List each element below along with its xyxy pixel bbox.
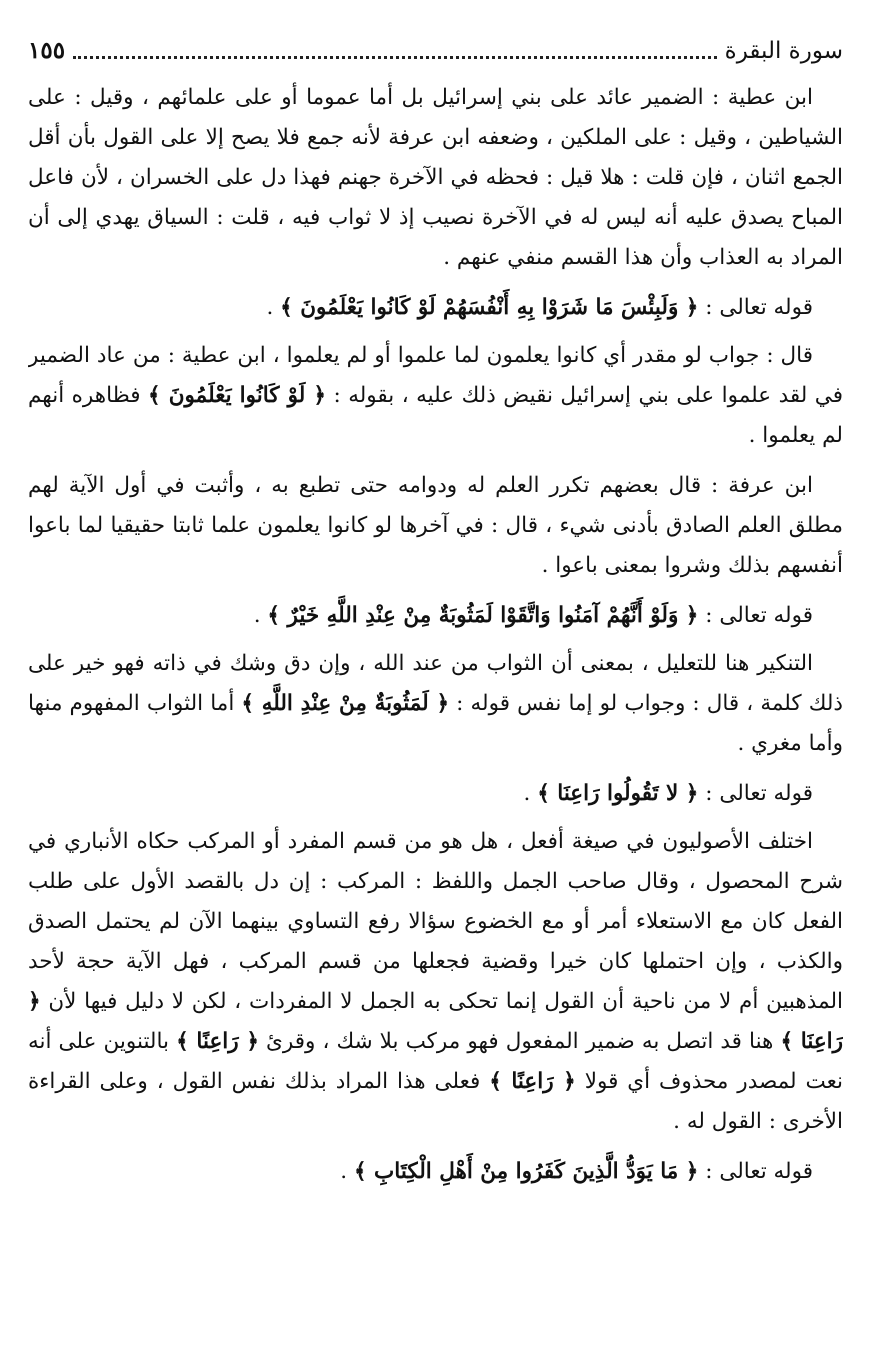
text-segment: ابن عطية : الضمير عائد على بني إسرائيل بل أما عموما أو على علمائهم ، وقيل : على الشياطين ، وقيل : على الملكين ، وضعفه ابن عرفة لأنه جمع فلا يصح إلا على القول بأن أقل الجمع اثنان ، فإن قلت : هلا قيل : فحظه في الآخرة جهنم فهذا دل على الخسران ، لأن فاعل المباح يصدق عليه أنه ليس له في الآخرة نصيب إذ لا ثواب فيه ، قلت : السياق يهدي إلى أن المراد به العذاب وأن هذا القسم منفي عنهم . [28,85,843,270]
quran-quote: ﴿ رَاعِنَا ﴾ [28,989,843,1054]
quran-quote: ﴿ رَاعِنًا ﴾ [489,1069,576,1094]
surah-title: سورة البقرة [724,38,843,64]
text-segment: اختلف الأصوليون في صيغة أفعل ، هل هو من قسم المفرد أو المركب حكاه الأنباري في شرح المحصول ، وقال صاحب الجمل واللفظ : المركب : إن دل بالقصد الأول على طلب الفعل كان مع الاستعلاء أمر أو مع الخضوع سؤالا رفع التساوي بينهما الآن لم يحتمل الصدق والكذب ، وإن احتملها كان خيرا وقضية فجعلها من قسم المركب ، فهل الآية حجة لأحد المذهبين أم لا من ناحية أن القول إنما تحكى به الجمل لا المفردات ، لكن لا دليل فيها لأن [28,829,843,1014]
text-segment: هنا قد اتصل به ضمير المفعول فهو مركب بلا شك ، وقرئ [258,1029,781,1054]
text-segment: بالتنوين على أنه نعت لمصدر محذوف أي قولا [28,1029,843,1094]
verse-heading [28,774,843,814]
text-segment: أما الثواب المفهوم منها وأما مغري . [28,691,843,756]
verse-heading [28,288,843,328]
text-segment: . [253,603,268,628]
text-segment: قال : جواب لو مقدر أي كانوا يعلمون لما علموا أو لم يعلموا ، ابن عطية : من عاد الضمير في لقد علموا على بني إسرائيل نقيض ذلك عليه ، بقوله : [28,343,843,408]
quran-quote: ﴿ وَلَبِئْسَ مَا شَرَوْا بِهِ أَنْفُسَهُمْ لَوْ كَانُوا يَعْلَمُونَ ﴾ [280,295,699,320]
page-header [28,30,843,66]
quran-quote: ﴿ رَاعِنًا ﴾ [176,1029,259,1054]
text-segment: قوله تعالى : [698,603,813,628]
text-segment: فظاهره أنهم لم يعلموا . [28,383,843,448]
text-segment: . [523,781,538,806]
quran-quote: ﴿ وَلَوْ أَنَّهُمْ آمَنُوا وَاتَّقَوْا لَمَثُوبَةٌ مِنْ عِنْدِ اللَّهِ خَيْرٌ ﴾ [267,603,699,628]
commentary-paragraph [28,466,843,586]
quran-quote: ﴿ مَا يَوَدُّ الَّذِينَ كَفَرُوا مِنْ أَهْلِ الْكِتَابِ ﴾ [353,1159,699,1184]
text-segment: . [340,1159,354,1184]
book-page [28,30,843,1350]
text-segment: . [266,295,281,320]
quran-quote: ﴿ لا تَقُولُوا رَاعِنَا ﴾ [537,781,699,806]
text-segment: فعلى هذا المراد بذلك نفس القول ، وعلى القراءة الأخرى : القول له . [28,1069,843,1134]
commentary-paragraph [28,644,843,764]
quran-quote: ﴿ لَمَثُوبَةٌ مِنْ عِنْدِ اللَّهِ ﴾ [241,691,450,716]
commentary-paragraph [28,336,843,456]
verse-heading [28,1152,843,1192]
commentary-paragraph [28,78,843,278]
text-segment: التنكير هنا للتعليل ، بمعنى أن الثواب من عند الله ، وإن دق وشك في ذاته فهو خير على ذلك كلمة ، قال : وجواب لو إما نفس قوله : [28,651,843,716]
page-body [28,78,843,1192]
text-segment: ابن عرفة : قال بعضهم تكرر العلم له ودوامه حتى تطبع به ، وأثبت في أول الآية لهم مطلق العلم الصادق بأدنى شيء ، قال : في آخرها لو كانوا يعلمون علما ثابتا حقيقيا لما باعوا أنفسهم بذلك وشروا بمعنى باعوا . [28,473,843,578]
text-segment: قوله تعالى : [698,1159,813,1184]
header-dotted-leader [73,56,717,59]
text-segment: قوله تعالى : [698,781,813,806]
verse-heading [28,596,843,636]
page-number: ١٥٥ [28,37,66,64]
quran-quote: ﴿ لَوْ كَانُوا يَعْلَمُونَ ﴾ [148,383,327,408]
commentary-paragraph [28,822,843,1142]
text-segment: قوله تعالى : [698,295,813,320]
